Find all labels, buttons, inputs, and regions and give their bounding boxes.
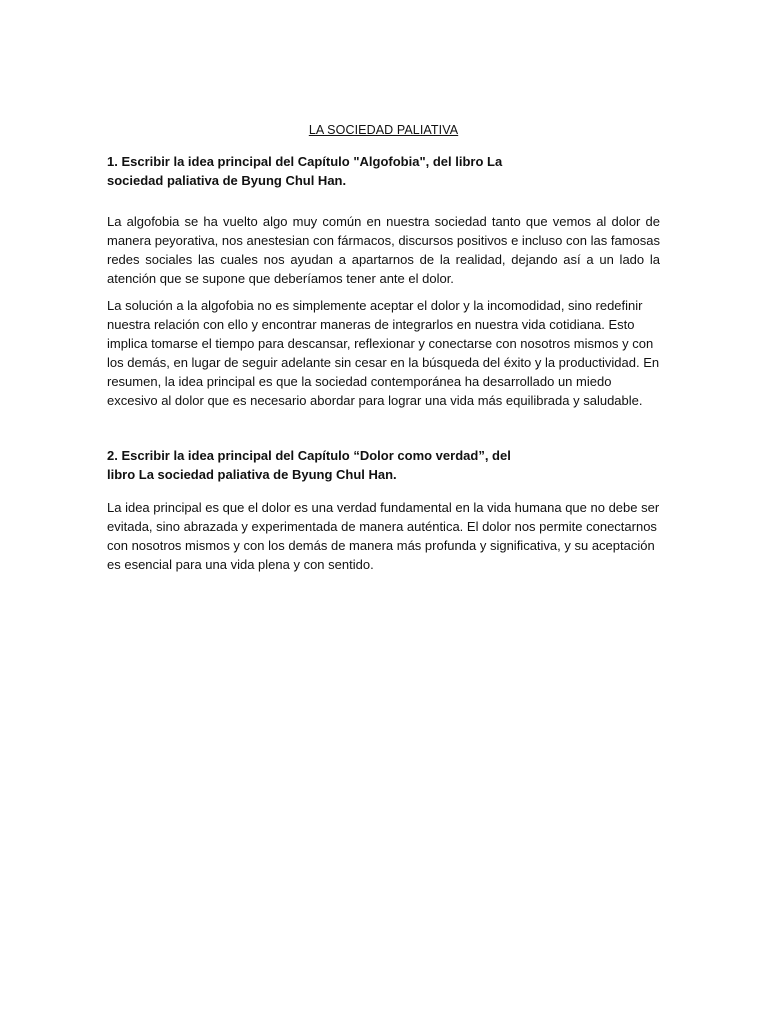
document-title: LA SOCIEDAD PALIATIVA: [308, 123, 459, 137]
question-2: 2. Escribir la idea principal del Capítulo “Dolor como verdad”, del libro La sociedad paliativa de Byung Chul Han.: [107, 448, 511, 482]
document-body: [107, 121, 660, 582]
answer-1-paragraph-1: La algofobia se ha vuelto algo muy común en nuestra sociedad tanto que vemos al dolor de manera peyorativa, nos anestesian con fármacos, discursos positivos e incluso con las famosas redes sociales las cuales nos ayudan a apartarnos de la realidad, dejando así a un lado la atención que se supone que deberíamos tener ante el dolor.: [107, 214, 660, 286]
answer-1-paragraph-2: La solución a la algofobia no es simplemente aceptar el dolor y la incomodidad, sino redefinir nuestra relación con ello y encontrar maneras de integrarlos en nuestra vida cotidiana. Esto implica tomarse el tiempo para descansar, reflexionar y conectarse con nosotros mismos y con los demás, en lugar de seguir adelante sin cesar en la búsqueda del éxito y la productividad. En resumen, la idea principal es que la sociedad contemporánea ha desarrollado un miedo excesivo al dolor que es necesario abordar para lograr una vida más equilibrada y saludable.: [107, 298, 660, 408]
answer-2-paragraph-1: La idea principal es que el dolor es una verdad fundamental en la vida humana que no debe ser evitada, sino abrazada y experimentada de manera auténtica. El dolor nos permite conectarnos con nosotros mismos y con los demás de manera más profunda y significativa, y su aceptación es esencial para una vida plena y con sentido.: [107, 500, 660, 572]
question-1: 1. Escribir la idea principal del Capítulo "Algofobia", del libro La sociedad paliativa de Byung Chul Han.: [107, 154, 503, 188]
